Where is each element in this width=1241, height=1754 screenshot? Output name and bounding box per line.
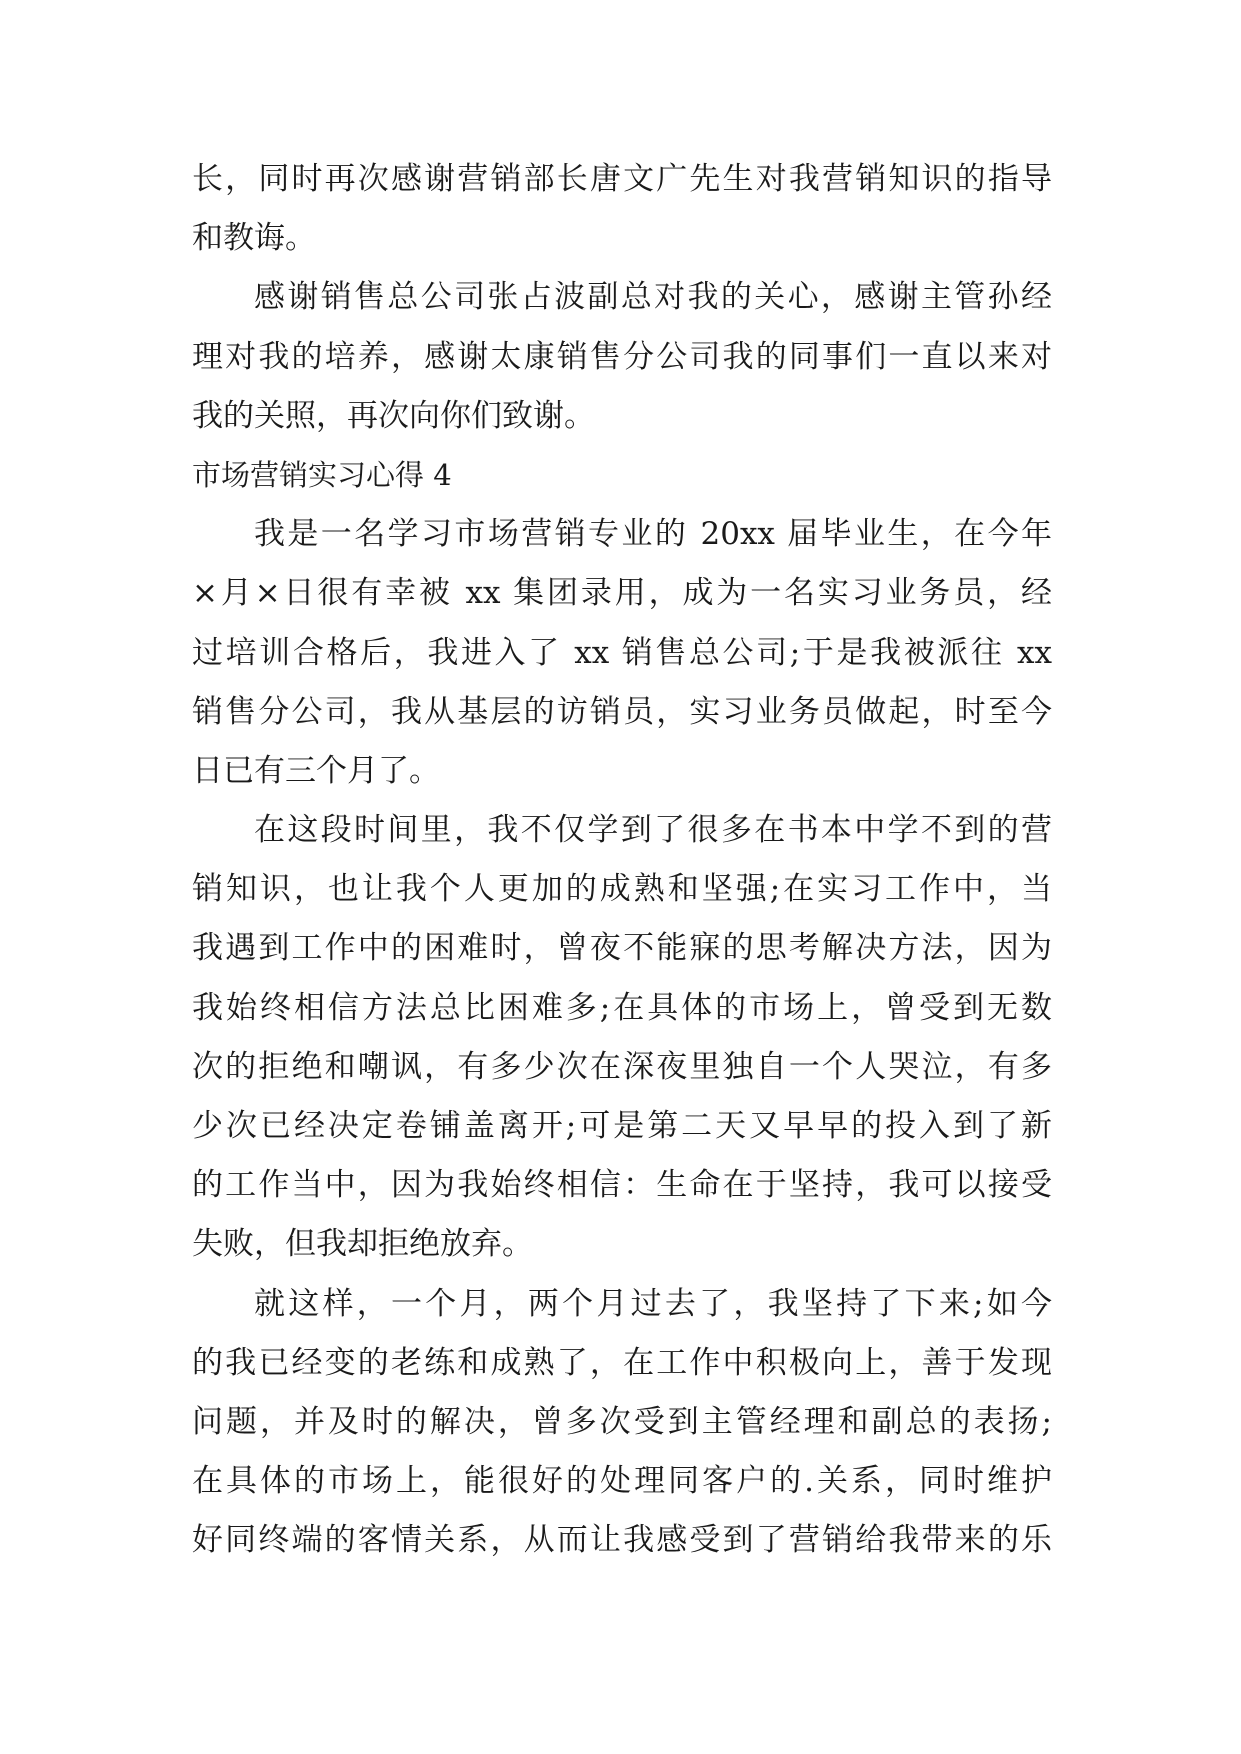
section-title <box>192 446 1052 505</box>
text-line: 过培训合格后，我进入了 xx 销售总公司;于是我被派往 xx <box>192 634 1052 671</box>
text-line: 好同终端的客情关系，从而让我感受到了营销给我带来的乐 <box>192 1522 1052 1559</box>
text-line: 长，同时再次感谢营销部长唐文广先生对我营销知识的指导 <box>192 161 1052 197</box>
text-line: 次的拒绝和嘲讽，有多少次在深夜里独自一个人哭泣，有多 <box>192 1048 1052 1085</box>
text-line: 在具体的市场上，能很好的处理同客户的.关系，同时维护 <box>192 1463 1052 1500</box>
document-body <box>192 150 1052 1571</box>
text-line: 的工作当中，因为我始终相信：生命在于坚持，我可以接受 <box>192 1167 1052 1204</box>
text-line: 感谢销售总公司张占波副总对我的关心，感谢主管孙经 <box>254 279 1052 316</box>
text-line: 我始终相信方法总比困难多;在具体的市场上，曾受到无数 <box>192 989 1052 1026</box>
text-line: 失败，但我却拒绝放弃。 <box>192 1226 533 1263</box>
text-line: 日已有三个月了。 <box>192 752 440 789</box>
paragraph <box>192 801 1052 1275</box>
text-line: 我遇到工作中的困难时，曾夜不能寐的思考解决方法，因为 <box>192 930 1052 967</box>
text-line: 的我已经变的老练和成熟了，在工作中积极向上，善于发现 <box>192 1344 1052 1381</box>
text-line: 理对我的培养，感谢太康销售分公司我的同事们一直以来对 <box>192 338 1052 375</box>
paragraph <box>192 268 1052 446</box>
paragraph <box>192 505 1052 801</box>
text-line: 我的关照，再次向你们致谢。 <box>192 397 595 434</box>
paragraph <box>192 1275 1052 1571</box>
text-line: 和教诲。 <box>192 220 316 257</box>
section-title-text: 市场营销实习心得 4 <box>192 457 452 492</box>
text-line: 问题，并及时的解决，曾多次受到主管经理和副总的表扬; <box>192 1403 1052 1440</box>
paragraph <box>192 150 1052 268</box>
text-line: 就这样，一个月，两个月过去了，我坚持了下来;如今 <box>254 1285 1052 1322</box>
text-line: ×月×日很有幸被 xx 集团录用，成为一名实习业务员，经 <box>192 575 1052 612</box>
text-line: 少次已经决定卷铺盖离开;可是第二天又早早的投入到了新 <box>192 1108 1052 1144</box>
text-line: 销知识，也让我个人更加的成熟和坚强;在实习工作中，当 <box>192 871 1052 908</box>
text-line: 我是一名学习市场营销专业的 20xx 届毕业生，在今年 <box>254 516 1052 553</box>
text-line: 在这段时间里，我不仅学到了很多在书本中学不到的营 <box>254 812 1052 849</box>
text-line: 销售分公司，我从基层的访销员，实习业务员做起，时至今 <box>192 693 1052 730</box>
